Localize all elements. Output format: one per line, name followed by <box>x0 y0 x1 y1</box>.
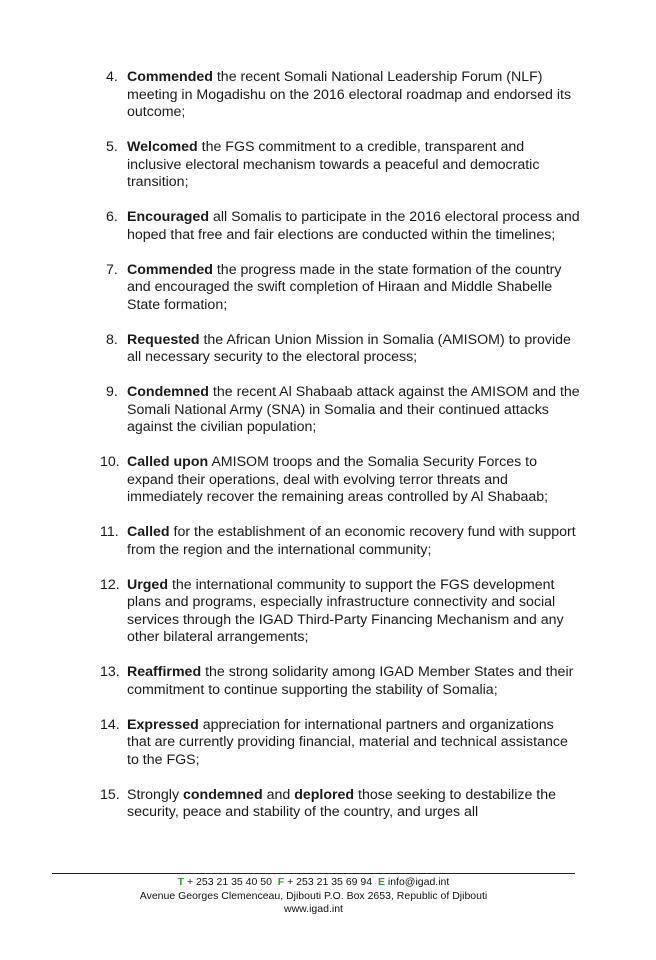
email-key: E <box>377 876 385 888</box>
item-number: 14. <box>100 716 120 733</box>
item-number: 15. <box>100 786 120 803</box>
item-number: 4. <box>106 69 118 85</box>
list-item <box>100 664 580 699</box>
item-text: the international community to support the FGS development plans and programs, especially infrastructure connectivity and social services through the IGAD Third-Party Financing Mechanism and any other bilateral arrangements; <box>127 576 564 645</box>
list-item <box>100 332 580 367</box>
item-verb: Commended <box>127 261 213 278</box>
item-verb: Requested <box>127 331 200 348</box>
item-verb: Called upon <box>127 454 209 470</box>
item-text: the progress made in the state formation of the country and encouraged the swift completion of Hiraan and Middle Shabelle State formation; <box>127 261 562 313</box>
item-text: Strongly <box>127 786 183 803</box>
item-verb: Encouraged <box>127 209 209 225</box>
item-verb: Expressed <box>127 716 199 733</box>
item-text: the recent Al Shabaab attack against the AMISOM and the Somali National Army (SNA) in Somalia and their continued attacks against the civilian population; <box>127 384 580 435</box>
item-text: those seeking to destabilize the security, peace and stability of the country, and urges all <box>127 786 557 820</box>
footer <box>52 876 575 917</box>
item-text: for the establishment of an economic recovery fund with support from the region and the international community; <box>127 524 576 558</box>
list-item <box>100 384 580 437</box>
item-verb: Commended <box>127 69 213 85</box>
item-number: 7. <box>106 261 118 278</box>
item-text: appreciation for international partners and organizations that are currently providing financial, material and technical assistance to the FGS; <box>127 716 568 768</box>
item-number: 9. <box>106 384 118 400</box>
list-item <box>100 139 580 192</box>
fax-number: + 253 21 35 69 94 <box>284 876 373 888</box>
email-address[interactable]: info@igad.int <box>384 876 450 888</box>
item-number: 11. <box>100 524 119 540</box>
footer-website[interactable]: www.igad.int <box>284 903 343 915</box>
list-item <box>100 577 580 647</box>
list-item <box>100 524 580 559</box>
item-number: 10. <box>100 454 120 470</box>
footer-divider <box>52 873 575 874</box>
item-number: 12. <box>100 576 120 593</box>
phone-number: + 253 21 35 40 50 <box>184 876 272 888</box>
list-item <box>100 262 580 315</box>
item-text: the FGS commitment to a credible, transparent and inclusive electoral mechanism towards a peaceful and democratic transition; <box>127 139 540 190</box>
footer-contact-line <box>52 876 575 890</box>
item-number: 8. <box>106 331 118 348</box>
item-verb: Welcomed <box>127 139 198 155</box>
item-number: 6. <box>106 209 118 225</box>
item-text: the African Union Mission in Somalia (AMISOM) to provide all necessary security to the electoral process; <box>127 331 571 365</box>
list-item <box>100 717 580 770</box>
item-verb: deplored <box>294 786 355 803</box>
fax-key: F <box>277 876 285 888</box>
footer-address: Avenue Georges Clemenceau, Djibouti P.O. Box 2653, Republic of Djibouti <box>139 889 488 902</box>
item-text: all Somalis to participate in the 2016 electoral process and hoped that free and fair elections are conducted within the timelines; <box>127 209 580 243</box>
item-text: AMISOM troops and the Somalia Security Forces to expand their operations, deal with evolving terror threats and immediately recover the remaining areas controlled by Al Shabaab; <box>127 454 549 505</box>
item-text: the strong solidarity among IGAD Member States and their commitment to continue supporting the stability of Somalia; <box>127 664 574 698</box>
phone-key: T <box>177 876 185 888</box>
item-text: the recent Somali National Leadership Forum (NLF) meeting in Mogadishu on the 2016 electoral roadmap and endorsed its outcome; <box>127 69 572 120</box>
item-verb: Condemned <box>127 384 209 400</box>
item-number: 13. <box>100 664 120 680</box>
item-verb: Called <box>127 524 170 540</box>
list-item <box>100 69 580 122</box>
list-item <box>100 454 580 507</box>
list-item <box>100 787 580 822</box>
resolution-list <box>100 69 580 839</box>
item-text: and <box>262 786 295 803</box>
list-item <box>100 209 580 244</box>
item-verb: Urged <box>127 576 168 593</box>
item-verb: condemned <box>183 786 263 803</box>
item-number: 5. <box>106 139 118 155</box>
item-verb: Reaffirmed <box>127 664 202 680</box>
